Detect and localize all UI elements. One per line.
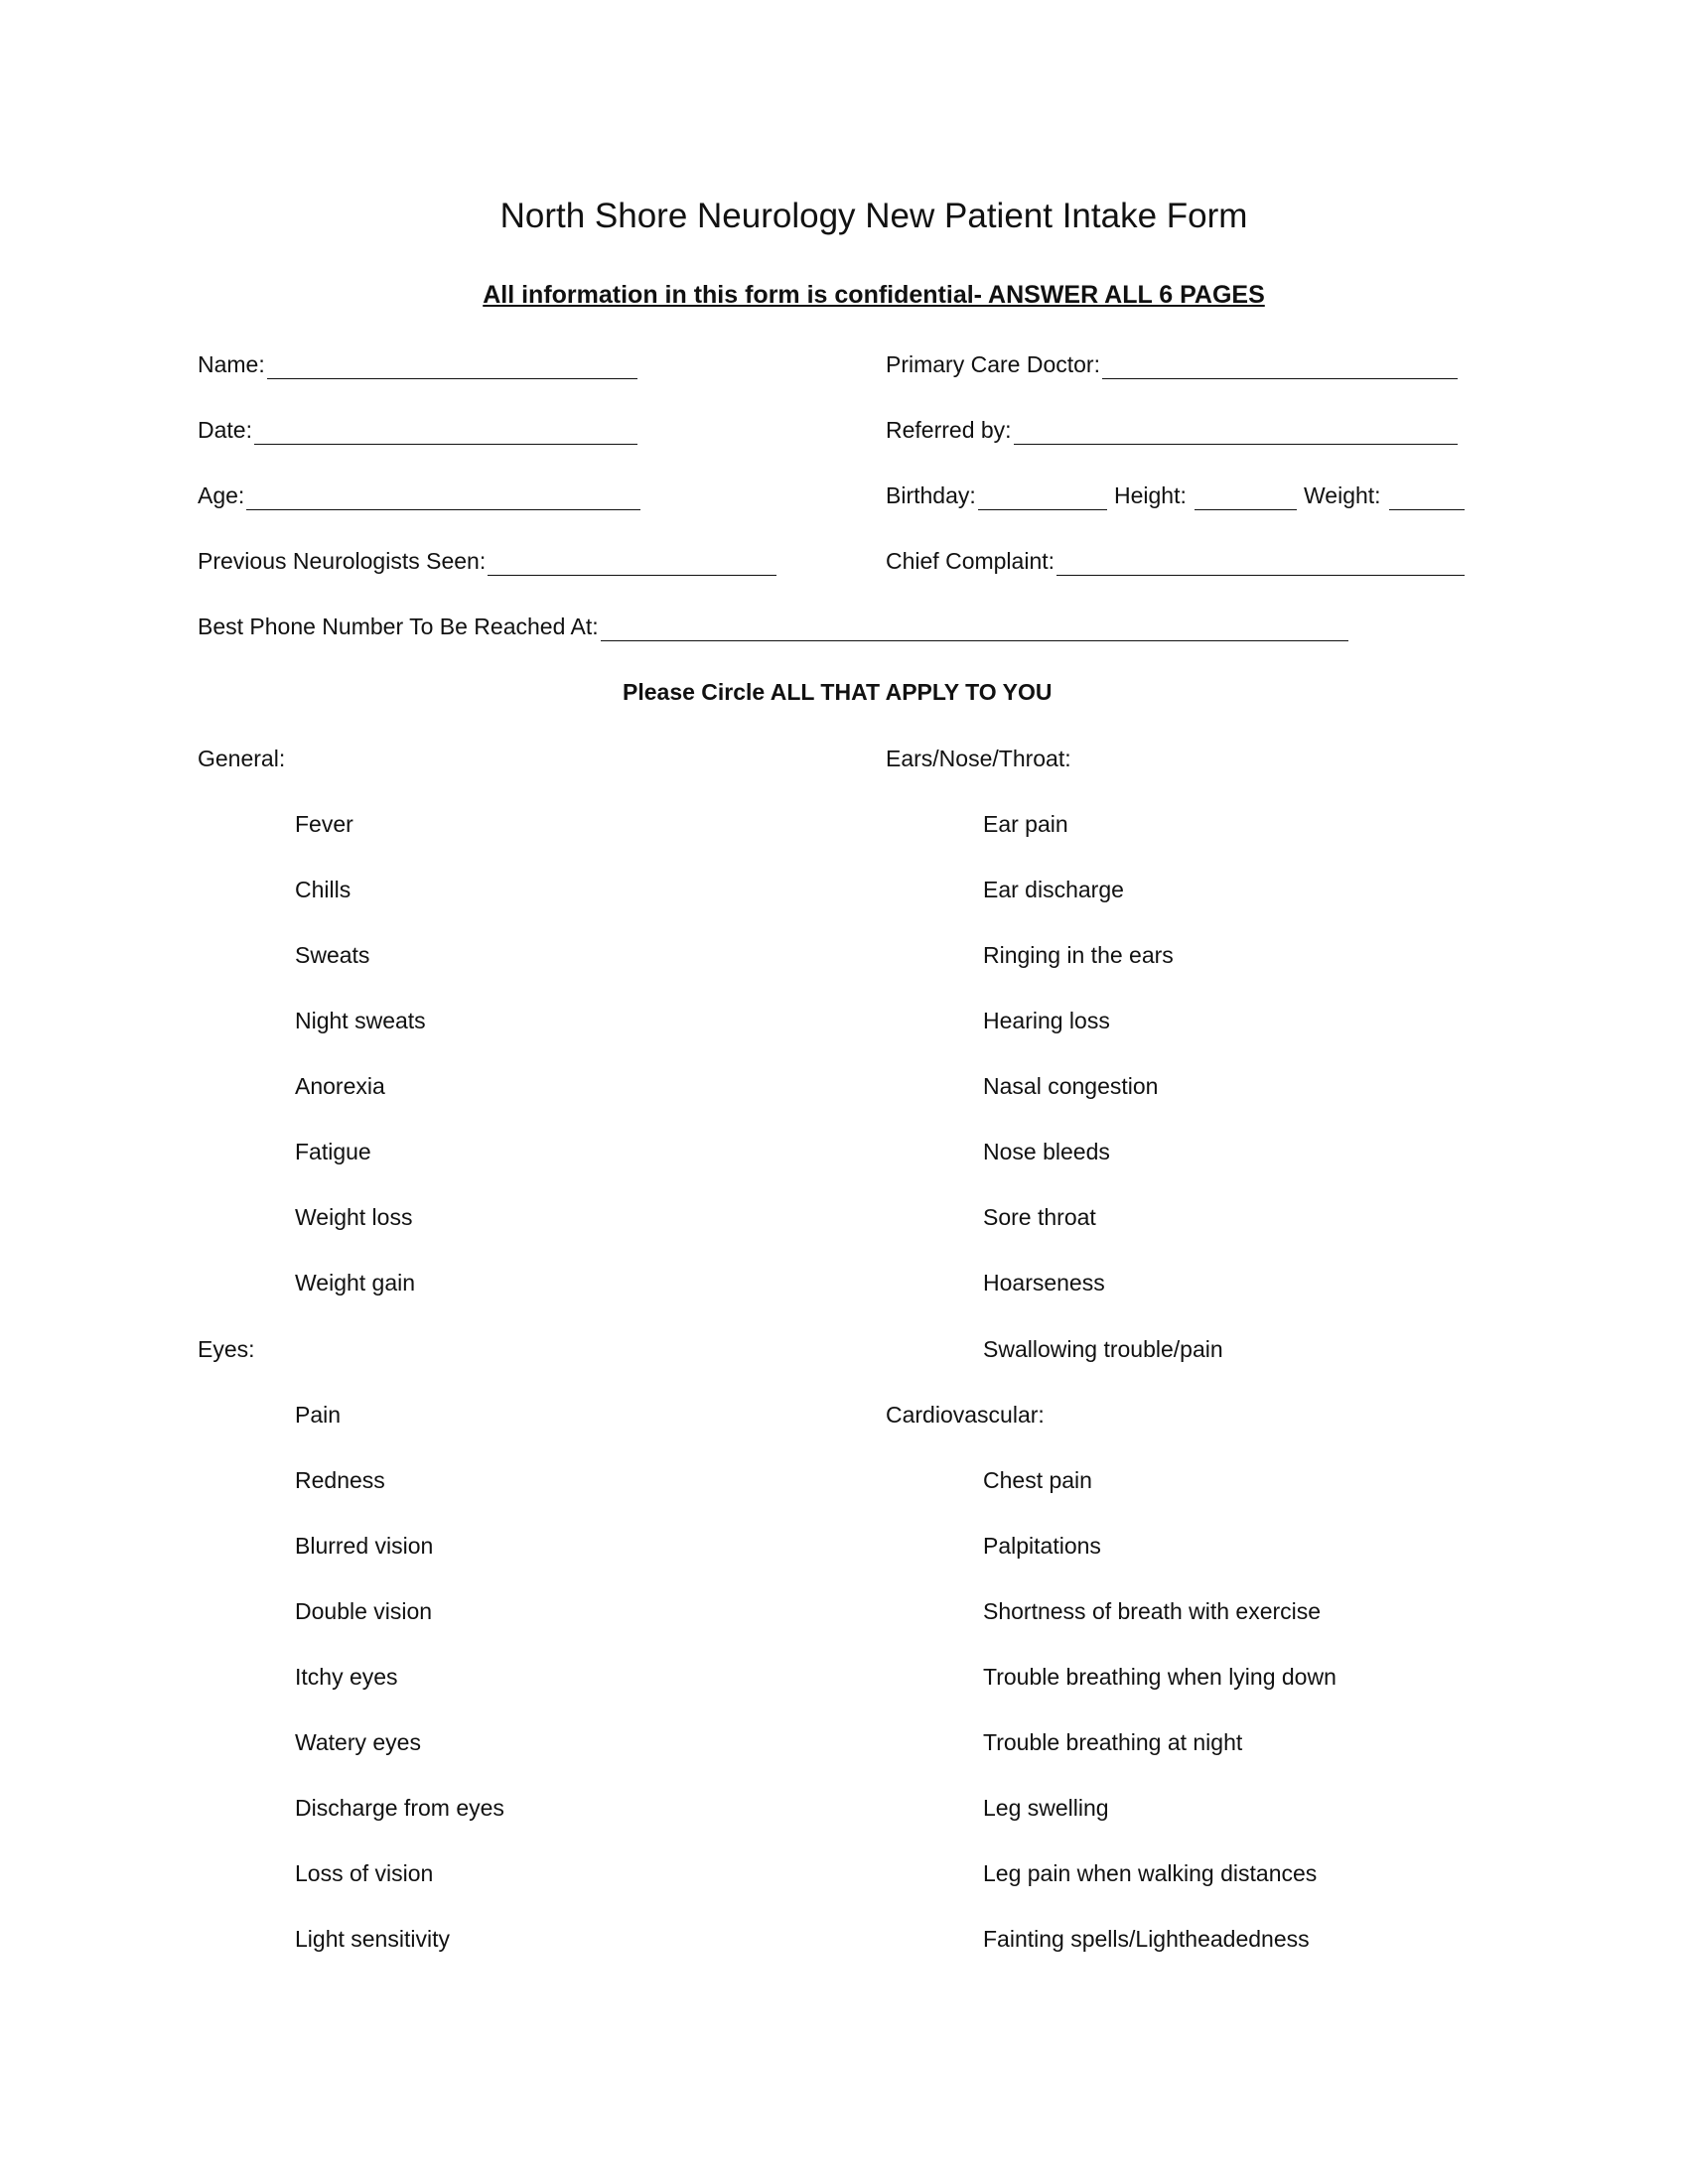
symptom-option-ent[interactable]: Nose bleeds xyxy=(983,1139,1110,1165)
symptom-option-eyes[interactable]: Light sensitivity xyxy=(295,1926,450,1953)
symptom-option-eyes[interactable]: Watery eyes xyxy=(295,1729,421,1756)
name-label: Name: xyxy=(198,351,265,377)
chief-complaint-input-line[interactable] xyxy=(1056,553,1465,576)
symptom-option-ent[interactable]: Ear discharge xyxy=(983,876,1124,902)
symptom-option-general[interactable]: Anorexia xyxy=(295,1073,385,1100)
symptom-option-cardiovascular[interactable]: Leg swelling xyxy=(983,1795,1109,1822)
referred-by-field[interactable] xyxy=(886,415,1458,445)
previous-neurologists-input-line[interactable] xyxy=(488,553,776,576)
symptom-option-ent[interactable]: Ringing in the ears xyxy=(983,941,1174,968)
symptom-option-cardiovascular[interactable]: Fainting spells/Lightheadedness xyxy=(983,1926,1310,1953)
previous-neurologists-label: Previous Neurologists Seen: xyxy=(198,548,487,574)
name-input-line[interactable] xyxy=(267,356,637,379)
symptom-option-general[interactable]: Night sweats xyxy=(295,1008,426,1033)
age-input-line[interactable] xyxy=(246,487,640,510)
symptom-option-cardiovascular[interactable]: Trouble breathing when lying down xyxy=(983,1664,1336,1690)
height-input-line[interactable] xyxy=(1195,487,1297,510)
best-phone-label: Best Phone Number To Be Reached At: xyxy=(198,614,599,639)
weight-field[interactable] xyxy=(1304,480,1465,510)
age-label: Age: xyxy=(198,482,245,508)
symptom-option-general[interactable]: Weight gain xyxy=(295,1270,416,1297)
symptom-option-cardiovascular[interactable]: Palpitations xyxy=(983,1532,1101,1559)
symptom-option-eyes[interactable]: Discharge from eyes xyxy=(295,1795,504,1822)
symptom-option-cardiovascular[interactable]: Chest pain xyxy=(983,1466,1092,1493)
symptom-option-ent[interactable]: Hearing loss xyxy=(983,1008,1110,1033)
symptom-option-cardiovascular[interactable]: Leg pain when walking distances xyxy=(983,1860,1318,1887)
weight-label: Weight: xyxy=(1304,482,1381,508)
best-phone-field[interactable] xyxy=(198,612,1348,641)
section-heading-ent: Ears/Nose/Throat: xyxy=(886,745,1071,771)
symptom-option-cardiovascular[interactable]: Shortness of breath with exercise xyxy=(983,1597,1322,1624)
symptom-option-general[interactable]: Fatigue xyxy=(295,1139,371,1165)
primary-care-field[interactable] xyxy=(886,349,1458,379)
section-heading-general: General: xyxy=(198,745,286,771)
symptom-option-ent[interactable]: Swallowing trouble/pain xyxy=(983,1335,1223,1362)
symptom-option-eyes[interactable]: Redness xyxy=(295,1466,385,1493)
circle-instruction: Please Circle ALL THAT APPLY TO YOU xyxy=(623,679,1053,705)
symptom-option-ent[interactable]: Hoarseness xyxy=(983,1270,1105,1297)
best-phone-input-line[interactable] xyxy=(601,618,1348,641)
symptom-option-eyes[interactable]: Blurred vision xyxy=(295,1532,434,1559)
height-field[interactable] xyxy=(1114,480,1297,510)
birthday-label: Birthday: xyxy=(886,482,976,508)
referred-by-input-line[interactable] xyxy=(1014,422,1458,445)
date-field[interactable] xyxy=(198,415,637,445)
primary-care-input-line[interactable] xyxy=(1102,356,1458,379)
age-field[interactable] xyxy=(198,480,640,510)
height-label: Height: xyxy=(1114,482,1187,508)
symptom-option-eyes[interactable]: Double vision xyxy=(295,1597,433,1624)
symptom-option-general[interactable]: Weight loss xyxy=(295,1204,413,1231)
weight-input-line[interactable] xyxy=(1389,487,1465,510)
chief-complaint-label: Chief Complaint: xyxy=(886,548,1055,574)
name-field[interactable] xyxy=(198,349,637,379)
symptom-option-general[interactable]: Sweats xyxy=(295,941,370,968)
chief-complaint-field[interactable] xyxy=(886,546,1465,576)
symptom-option-general[interactable]: Fever xyxy=(295,810,353,837)
symptom-option-eyes[interactable]: Itchy eyes xyxy=(295,1664,398,1690)
birthday-field[interactable] xyxy=(886,480,1107,510)
date-input-line[interactable] xyxy=(254,422,637,445)
birthday-input-line[interactable] xyxy=(978,487,1107,510)
symptom-option-eyes[interactable]: Loss of vision xyxy=(295,1860,434,1887)
symptom-option-ent[interactable]: Nasal congestion xyxy=(983,1073,1159,1100)
symptom-option-ent[interactable]: Ear pain xyxy=(983,810,1068,837)
symptom-option-cardiovascular[interactable]: Trouble breathing at night xyxy=(983,1729,1243,1756)
primary-care-label: Primary Care Doctor: xyxy=(886,351,1100,377)
symptom-option-general[interactable]: Chills xyxy=(295,876,352,902)
confidential-notice: All information in this form is confidential- ANSWER ALL 6 PAGES xyxy=(483,281,1265,309)
symptom-option-ent[interactable]: Sore throat xyxy=(983,1204,1096,1231)
referred-by-label: Referred by: xyxy=(886,417,1012,443)
form-title: North Shore Neurology New Patient Intake Form xyxy=(499,197,1248,235)
previous-neurologists-field[interactable] xyxy=(198,546,776,576)
section-heading-eyes: Eyes: xyxy=(198,1335,255,1362)
section-heading-cardiovascular: Cardiovascular: xyxy=(886,1401,1045,1428)
symptom-option-eyes[interactable]: Pain xyxy=(295,1401,342,1428)
date-label: Date: xyxy=(198,417,252,443)
